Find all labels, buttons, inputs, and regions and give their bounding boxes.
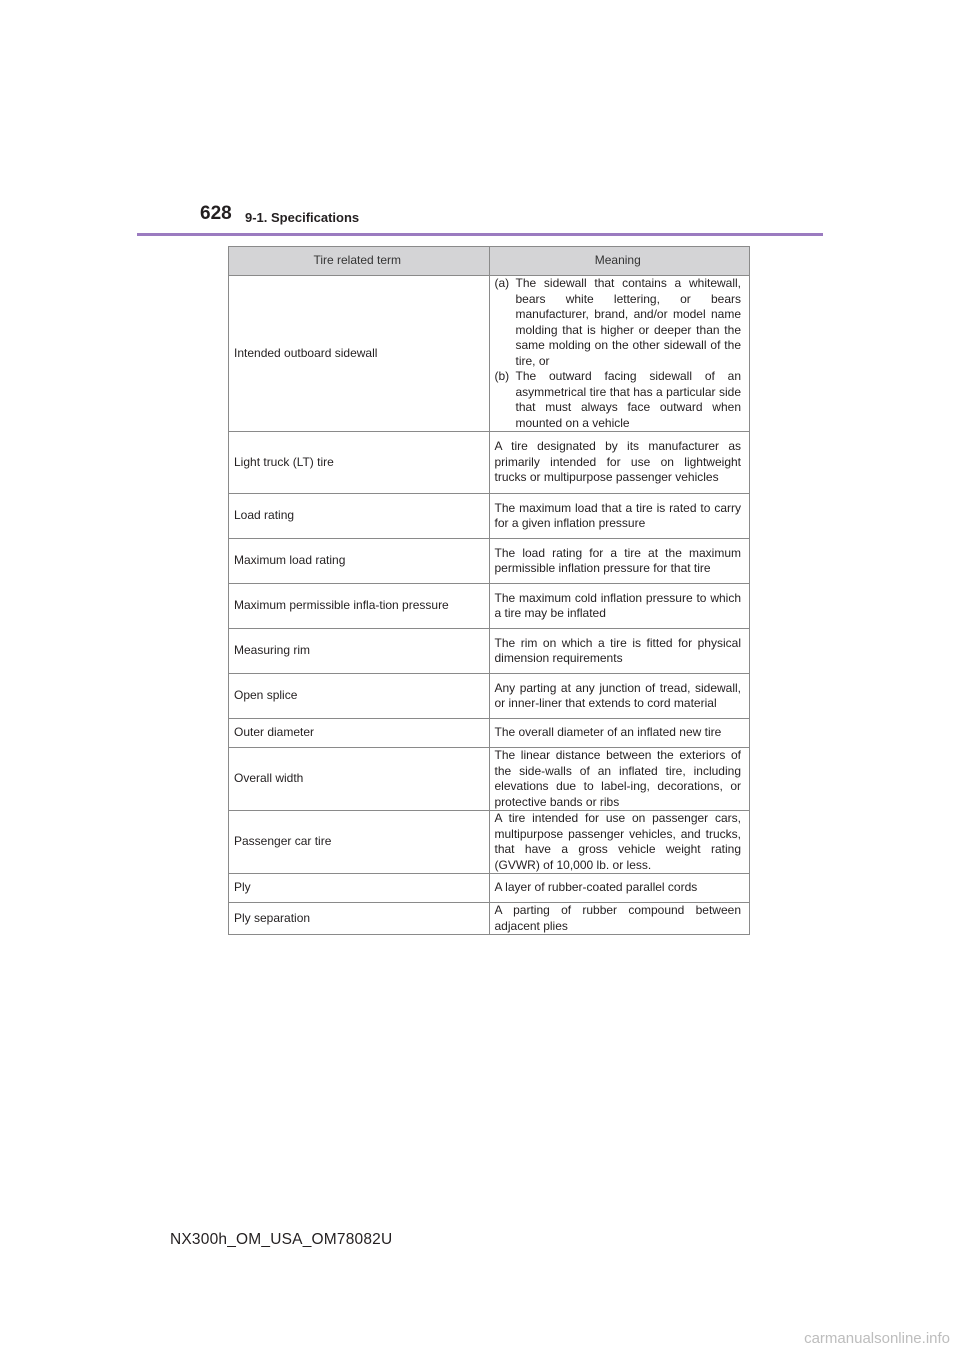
meaning-cell: The maximum load that a tire is rated to carry for a given inflation pressure xyxy=(489,494,750,539)
meaning-cell: The maximum cold inflation pressure to which a tire may be inflated xyxy=(489,584,750,629)
meaning-list-item xyxy=(495,276,742,369)
column-header-meaning: Meaning xyxy=(489,247,750,276)
meaning-cell: A tire intended for use on passenger cars, multipurpose passenger vehicles, and trucks, that have a gross vehicle weight rating (GVWR) of 10,000 lb. or less. xyxy=(489,811,750,874)
table-row xyxy=(229,539,750,584)
item-text: The outward facing sidewall of an asymmetrical tire that has a particular side that must always face outward when mounted on a vehicle xyxy=(515,369,741,430)
item-label: (a) xyxy=(494,276,510,290)
term-cell: Ply xyxy=(229,874,490,903)
table-row xyxy=(229,719,750,748)
footer-document-code: NX300h_OM_USA_OM78082U xyxy=(170,1231,393,1248)
term-cell: Measuring rim xyxy=(229,629,490,674)
tire-terms-table xyxy=(228,246,750,935)
page-number: 628 xyxy=(200,203,232,224)
term-cell: Ply separation xyxy=(229,903,490,935)
meaning-cell xyxy=(489,276,750,432)
table-row xyxy=(229,584,750,629)
term-cell: Maximum load rating xyxy=(229,539,490,584)
term-cell: Outer diameter xyxy=(229,719,490,748)
table-row xyxy=(229,674,750,719)
term-cell: Light truck (LT) tire xyxy=(229,432,490,494)
table-row xyxy=(229,494,750,539)
meaning-cell: A layer of rubber-coated parallel cords xyxy=(489,874,750,903)
meaning-cell: Any parting at any junction of tread, sidewall, or inner-liner that extends to cord material xyxy=(489,674,750,719)
column-header-term: Tire related term xyxy=(229,247,490,276)
site-watermark[interactable]: carmanualsonline.info xyxy=(804,1330,950,1347)
term-cell: Maximum permissible infla-tion pressure xyxy=(229,584,490,629)
meaning-cell: The load rating for a tire at the maximum permissible inflation pressure for that tire xyxy=(489,539,750,584)
term-cell: Load rating xyxy=(229,494,490,539)
meaning-cell: The overall diameter of an inflated new tire xyxy=(489,719,750,748)
term-cell: Intended outboard sidewall xyxy=(229,276,490,432)
table-row xyxy=(229,276,750,432)
table-row xyxy=(229,903,750,935)
meaning-list-item xyxy=(495,369,742,431)
section-title: 9-1. Specifications xyxy=(245,210,360,225)
term-cell: Passenger car tire xyxy=(229,811,490,874)
term-cell: Open splice xyxy=(229,674,490,719)
table-row xyxy=(229,874,750,903)
meaning-cell: A parting of rubber compound between adjacent plies xyxy=(489,903,750,935)
table-header-row xyxy=(229,247,750,276)
table-row xyxy=(229,748,750,811)
table-row xyxy=(229,629,750,674)
meaning-cell: The rim on which a tire is fitted for physical dimension requirements xyxy=(489,629,750,674)
header-rule xyxy=(137,233,823,236)
meaning-cell: A tire designated by its manufacturer as primarily intended for use on lightweight trucks or multipurpose passenger vehicles xyxy=(489,432,750,494)
table-row xyxy=(229,811,750,874)
item-label: (b) xyxy=(494,369,510,383)
meaning-cell: The linear distance between the exteriors of the side-walls of an inflated tire, including elevations due to label-ing, decorations, or protective bands or ribs xyxy=(489,748,750,811)
item-text: The sidewall that contains a whitewall, bears white lettering, or bears manufacturer, brand, and/or model name molding that is higher or deeper than the same molding on the other sidewall of the tire, or xyxy=(515,276,741,368)
table-row xyxy=(229,432,750,494)
term-cell: Overall width xyxy=(229,748,490,811)
